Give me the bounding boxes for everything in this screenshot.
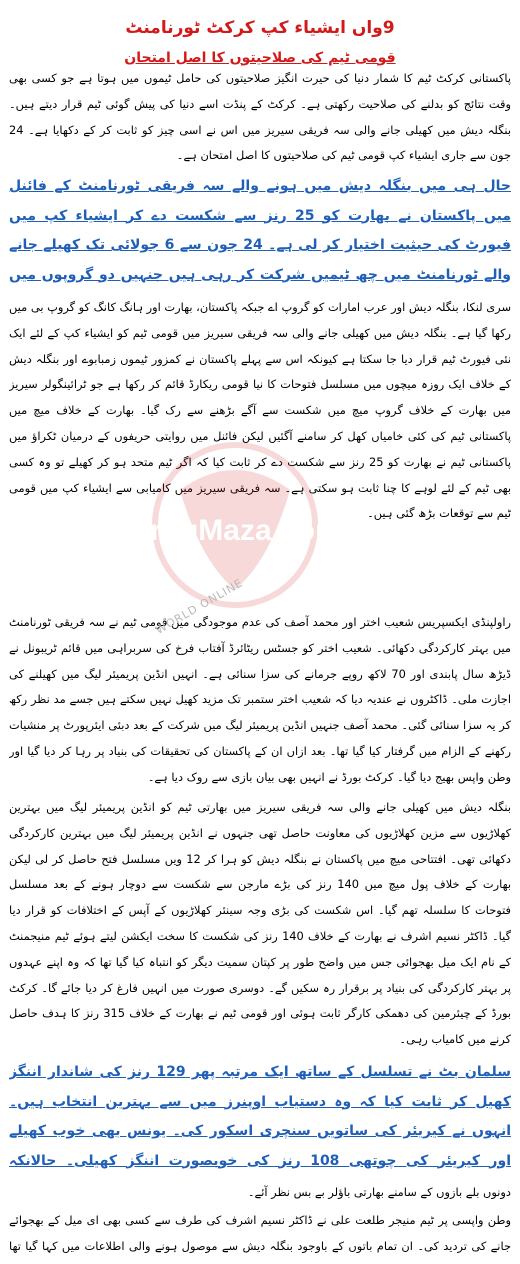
article-paragraph-players: راولپنڈی ایکسپریس شعیب اختر اور محمد آصف کی عدم موجودگی میں قومی ٹیم نے سہ فریقی ٹورنامنٹ میں بہتر کارکردگی دکھائی۔ شعیب اختر کو جسٹس ریٹائرڈ آفتاب فرخ کی سربراہی میں قائم ٹریبونل نے ڈیڑھ سال پابندی اور 70 لاکھ روپے جرمانے کی سزا سنائی ہے۔ انہیں انڈین پریمیئر لیگ میں کھیلنے کی اجازت ملی۔ ڈاکٹروں نے عندیہ دیا کہ شعیب اختر ستمبر تک مزید کھیل نہیں سکتے ہیں جسے مد نظر رکھ کر یہ سزا سنائی گئی۔ محمد آصف جنہیں انڈین پریمیئر لیگ میں شرکت کے بعد دبئی ایئرپورٹ پر منشیات رکھنے کے الزام میں گرفتار کیا گیا تھا۔ بعد ازاں ان کے پاکستان کی تحقیقات کی بنیاد پر رہا کر دیا گیا اور وطن واپس بھیج دیا گیا۔ کرکٹ بورڈ نے انہیں بھی بیان بازی سے روک دیا ہے۔ <box>9 615 511 784</box>
article-paragraph-results: بنگلہ دیش میں کھیلی جانے والی سہ فریقی سیریز میں بھارتی ٹیم کو انڈین پریمیئر لیگ میں بہترین کھلاڑیوں سے مزین کھلاڑیوں کی معاونت حاصل تھی جنہوں نے انڈین پریمیئر لیگ میں بہترین کارکردگی دکھائی تھی۔ افتتاحی میچ میں پاکستان نے بنگلہ دیش کو ہرا کر 12 ویں مسلسل فتح حاصل کر لی لیکن بھارت کے خلاف پول میچ میں 140 رنز کی بڑے مارجن سے شکست سے دوچار ہونے کے بعد مسلسل فتوحات کا سلسلہ تھم گیا۔ اس شکست کی بڑی وجہ سینئر کھلاڑیوں کے آپس کے اختلافات کو قرار دیا گیا۔ ڈاکٹر نسیم اشرف نے بھارت کے خلاف 140 رنز کی شکست کا سخت ایکشن لیتے ہوئے ٹیم منیجمنٹ کے نام ایک میل بھجوائی جس میں واضح طور پر کپتان سمیت دیگر کو انتباہ کیا گیا تھا کہ وہ اپنے عہدوں پر بہتر کارکردگی کی بنیاد پر برقرار رہ سکیں گے۔ دوسری صورت میں انہیں فارغ کر دیا جائے گا۔ کرکٹ بورڈ کے چیئرمین کی دھمکی کارگر ثابت ہوئی اور قومی ٹیم نے بھارت کے خلاف 315 رنز کا ہدف حاصل کرنے میں کامیاب رہی۔ <box>9 800 511 1047</box>
article-paragraph-intro: پاکستانی کرکٹ ٹیم کا شمار دنیا کی حیرت انگیز صلاحیتوں کی حامل ٹیموں میں ہوتا ہے جو کسی بھی وقت نتائج کو بدلنے کی صلاحیت رکھتی ہے۔ کرکٹ کے پنڈت اسے دنیا کی پیش گوئی ٹیم قرار دیتے ہیں۔ بنگلہ دیش میں کھیلی جانے والی سہ فریقی سیریز میں اس نے اسی چیز کو ثابت کر کے دکھایا ہے۔ 24 جون سے جاری ایشیاء کپ قومی ٹیم کی صلاحیتوں کا اصل امتحان ہے۔ <box>9 71 511 163</box>
article-paragraph-group-stage: سری لنکا، بنگلہ دیش اور عرب امارات کو گروپ اے جبکہ پاکستان، بھارت اور ہانگ کانگ کو گروپ بی میں رکھا گیا ہے۔ بنگلہ دیش میں کھیلی جانے والی سہ فریقی سیریز میں قومی ٹیم کو ایشیاء کپ کے لئے ایک نئی فیورٹ ٹیم قرار دیا جا سکتا ہے کیونکہ اس سے پہلے پاکستان نے کمزور ٹیموں زمبابوے اور بنگلہ دیش کے خلاف ایک روزہ میچوں میں مسلسل فتوحات کا نیا قومی ریکارڈ قائم کر رکھا ہے جو ٹرائینگولر سیریز میں بھارت کے خلاف گروپ میچ میں شکست سے آگے بڑھنے سے رک گیا۔ بھارت کے خلاف میچ میں پاکستانی ٹیم کی کئی خامیاں کھل کر سامنے آگئیں لیکن فائنل میں روایتی حریفوں کے درمیان ٹکراؤ میں پاکستانی ٹیم نے بھارت کو 25 رنز سے شکست دے کر ثابت کیا کہ اگر ٹیم متحد ہو کر کھیلے تو وہ کسی بھی ٹیم کے لئے لوہے کا چنا ثابت ہو سکتی ہے۔ سہ فریقی سیریز میں کامیابی سے ایشیاء کپ میں قومی ٹیم سے توقعات بڑھ گئی ہیں۔ <box>9 300 511 521</box>
article-highlight-batting: سلمان بٹ نے تسلسل کے ساتھ ایک مرتبہ پھر 129 رنز کی شاندار اننگز کھیل کر ثابت کیا کہ وہ دستیاب اوپنرز میں سے بہترین انتخاب ہیں۔ انہوں نے کیریئر کی ساتویں سنچری اسکور کی۔ یونس بھی خوب کھیلے اور کیریئر کی چوتھی 108 رنز کی خوبصورت اننگز کھیلی۔ حالانکہ <box>9 1064 511 1169</box>
article-title: 9واں ایشیاء کپ کرکٹ ٹورنامنٹ <box>125 18 395 39</box>
article-paragraph-bowlers: دونوں بلے بازوں کے سامنے بھارتی باؤلر بے بس نظر آئے۔ <box>247 1185 511 1199</box>
watermark-tagline: WORLD ONLINE <box>153 576 246 637</box>
article-subtitle: قومی ٹیم کی صلاحیتوں کا اصل امتحان <box>124 49 396 66</box>
watermark-site-text: UrduMaza.com <box>128 514 342 547</box>
article-paragraph-return: وطن واپسی پر ٹیم منیجر طلعت علی نے ڈاکٹر نسیم اشرف کی طرف سے کسی بھی ای میل کے بھجوائے جانے کی تردید کی۔ ان تمام باتوں کے باوجود بنگلہ دیش سے موصول ہونے والی اطلاعات میں کہا گیا تھا <box>9 1213 511 1253</box>
article-highlight-paragraph: حال ہی میں بنگلہ دیش میں ہونے والے سہ فریقی ٹورنامنٹ کے فائنل میں پاکستان نے بھارت کو 25 رنز سے شکست دے کر ایشیاء کپ میں فیورٹ کی حیثیت اختیار کر لی ہے۔ 24 جون سے 6 جولائی تک کھیلے جانے والے ٹورنامنٹ میں چھ ٹیمیں شرکت کر رہی ہیں جنہیں دو گروپوں میں <box>9 178 511 283</box>
